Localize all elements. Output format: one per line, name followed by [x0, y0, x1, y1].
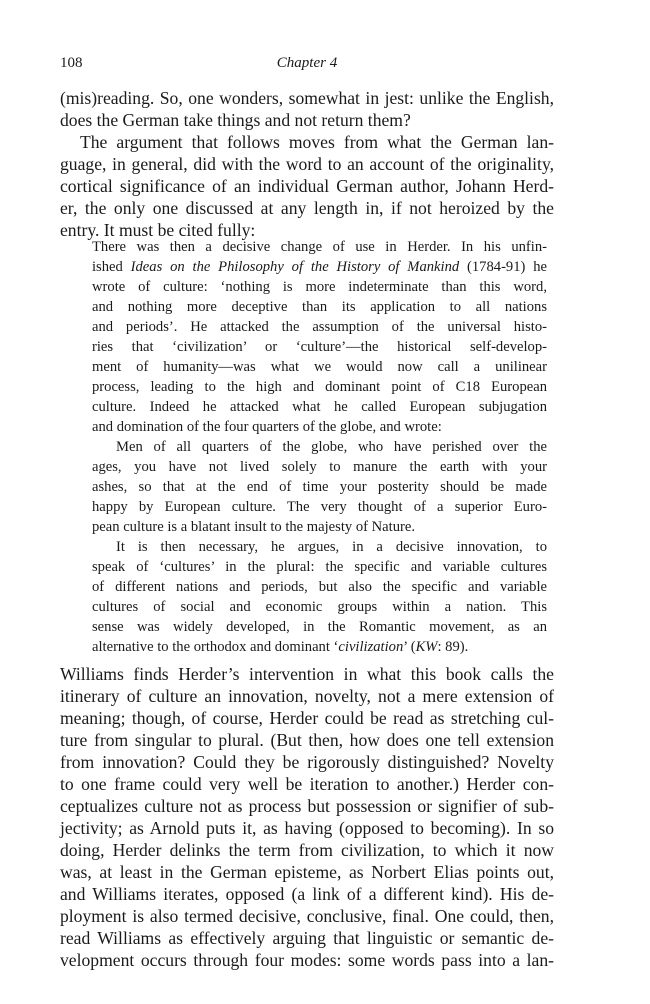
text-line: velopment occurs through four modes: some words pass into a lan-: [60, 950, 554, 970]
quote-line: and domination of the four quarters of the globe, and wrote:: [92, 419, 442, 435]
chapter-title: Chapter 4: [276, 55, 338, 71]
text-line: to one frame could very well be iteration to another.) Herder con-: [60, 774, 554, 794]
quote-line: ashes, so that at the end of time your posterity should be made: [92, 479, 547, 495]
text-line: ture from singular to plural. (But then, how does one tell extension: [60, 730, 554, 750]
text-line: ceptualizes culture not as process but possession or signifier of sub-: [60, 796, 554, 816]
text-line: cortical significance of an individual German author, Johann Herd-: [60, 176, 554, 196]
quote-line: ries that ‘civilization’ or ‘culture’—the historical self-develop-: [92, 339, 547, 355]
text-line: The argument that follows moves from what the German lan-: [80, 132, 554, 152]
text-line: read Williams as effectively arguing that linguistic or semantic de-: [60, 928, 554, 948]
book-title: Ideas on the Philosophy of the History of Mankind: [130, 259, 460, 275]
quote-line: ished Ideas on the Philosophy of the History of Mankind (1784-91) he: [92, 259, 547, 275]
text-line: (mis)reading. So, one wonders, somewhat in jest: unlike the English,: [60, 88, 554, 108]
quote-line: cultures of social and economic groups within a nation. This: [92, 599, 547, 615]
quote-line: wrote of culture: ‘nothing is more indeterminate than this word,: [92, 279, 547, 295]
quote-line: happy by European culture. The very thought of a superior Euro-: [92, 499, 547, 515]
quote-line: pean culture is a blatant insult to the majesty of Nature.: [92, 519, 415, 535]
text-line: er, the only one discussed at any length in, if not heroized by the: [60, 198, 554, 218]
text-line: guage, in general, did with the word to an account of the originality,: [60, 154, 554, 174]
quote-line: and periods’. He attacked the assumption of the universal histo-: [92, 319, 547, 335]
text-line: meaning; though, of course, Herder could be read as stretching cul-: [60, 708, 554, 728]
quote-line: of different nations and periods, but also the specific and variable: [92, 579, 547, 595]
quote-line: speak of ‘cultures’ in the plural: the specific and variable cultures: [92, 559, 547, 575]
quote-line: It is then necessary, he argues, in a decisive innovation, to: [116, 539, 547, 555]
page-number: 108: [60, 55, 83, 71]
quote-line: ages, you have not lived solely to manure the earth with your: [92, 459, 547, 475]
citation-abbrev: KW: [415, 639, 438, 655]
text-line: ployment is also termed decisive, conclusive, final. One could, then,: [60, 906, 554, 926]
running-head: [60, 55, 554, 77]
quote-line: ment of humanity—was what we would now call a unilinear: [92, 359, 547, 375]
text-line: Williams finds Herder’s intervention in what this book calls the: [60, 664, 554, 684]
quote-line: culture. Indeed he attacked what he called European subjugation: [92, 399, 547, 415]
quote-line: and nothing more deceptive than its application to all nations: [92, 299, 547, 315]
text-line: entry. It must be cited fully:: [60, 220, 256, 240]
emphasized-term: civilization: [338, 639, 404, 655]
quote-line: Men of all quarters of the globe, who have perished over the: [116, 439, 547, 455]
text-line: jectivity; as Arnold puts it, as having (opposed to becoming). In so: [60, 818, 554, 838]
text-line: doing, Herder delinks the term from civilization, to which it now: [60, 840, 554, 860]
quote-line: There was then a decisive change of use in Herder. In his unfin-: [92, 239, 547, 255]
text-line: and Williams iterates, opposed (a link of a different kind). His de-: [60, 884, 554, 904]
text-line: from innovation? Could they be rigorously distinguished? Novelty: [60, 752, 554, 772]
text-line: itinerary of culture an innovation, novelty, not a mere extension of: [60, 686, 554, 706]
text-line: was, at least in the German episteme, as Norbert Elias points out,: [60, 862, 554, 882]
quote-line: sense was widely developed, in the Romantic movement, as an: [92, 619, 547, 635]
quote-line: alternative to the orthodox and dominant ‘civilization’ (KW: 89).: [92, 639, 469, 655]
quote-line: process, leading to the high and dominant point of C18 European: [92, 379, 547, 395]
text-line: does the German take things and not return them?: [60, 110, 411, 130]
